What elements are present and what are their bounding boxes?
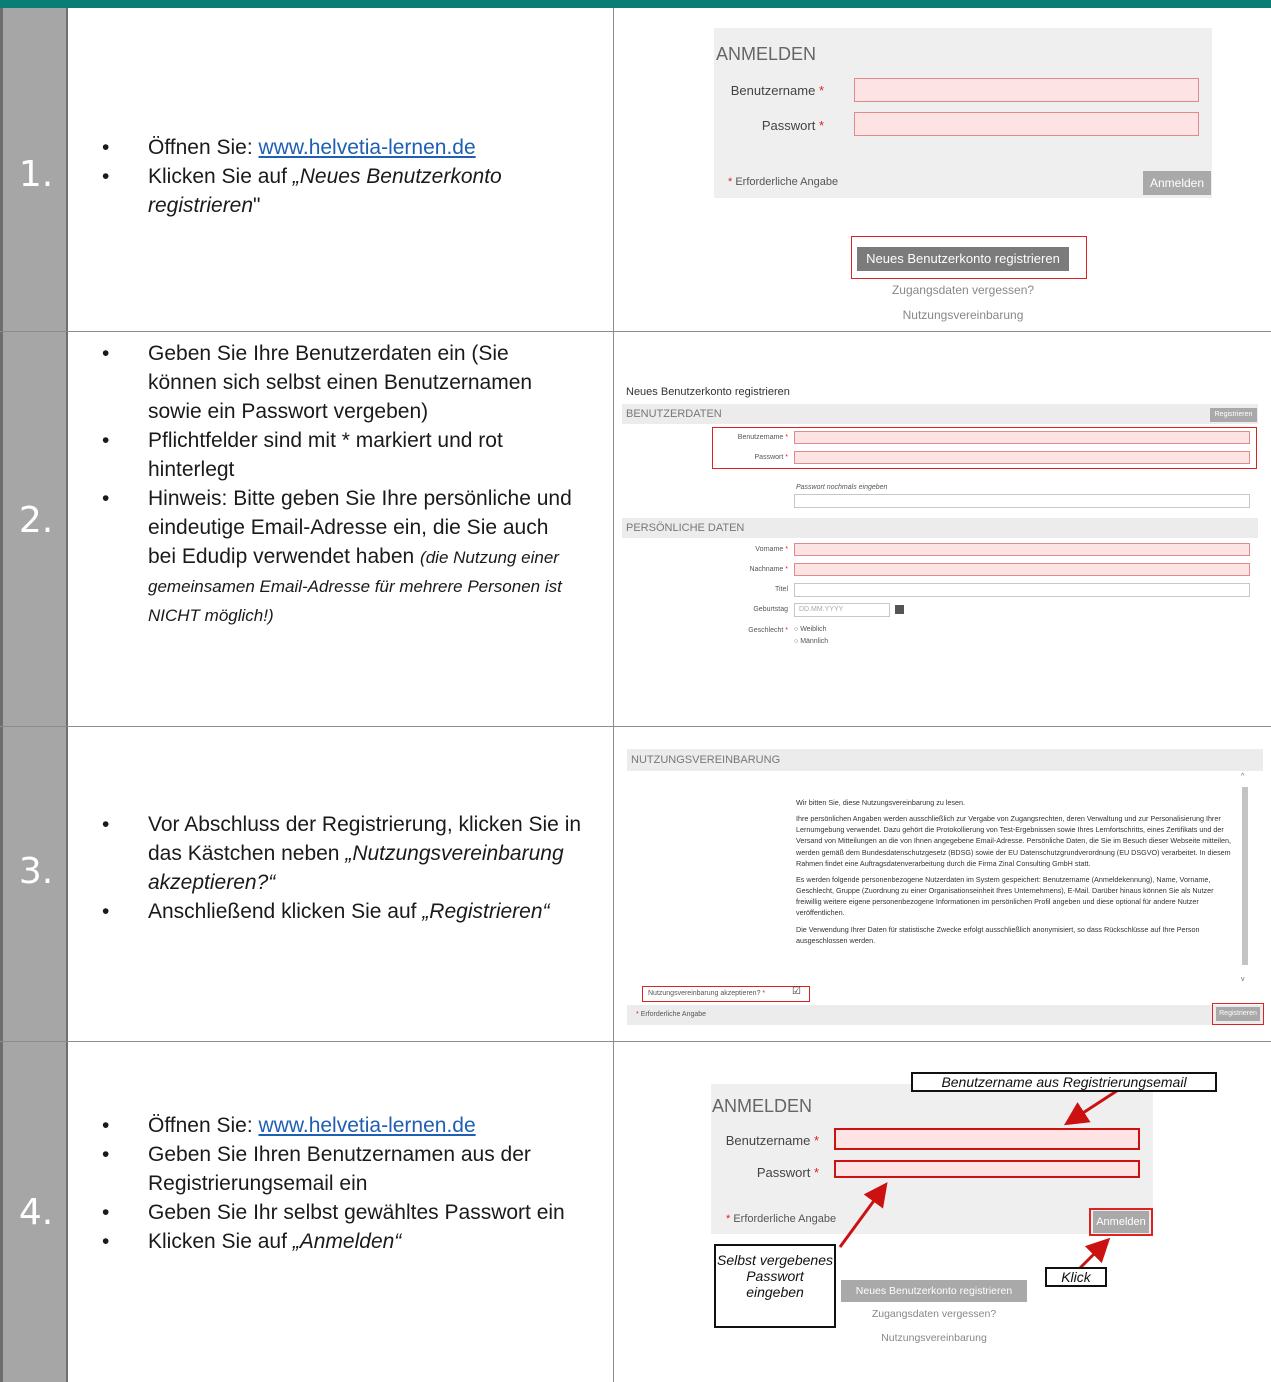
lastname-label: Nachname * [749,566,788,573]
title-label: Titel [775,586,788,593]
reg-password-label: Passwort * [754,454,788,461]
terms-link[interactable]: Nutzungsvereinbarung [881,1332,987,1344]
login-button[interactable]: Anmelden [1093,1211,1149,1233]
scrollbar[interactable] [1240,773,1250,983]
instruction-cell [68,1042,614,1382]
instruction-cell [68,8,614,331]
instruction-list [82,1112,582,1257]
password-label: Passwort * [756,1165,819,1180]
scroll-down-icon: v [1241,976,1245,983]
username-field[interactable] [854,78,1199,102]
step-row-3 [0,727,1271,1042]
step-number-cell [0,332,68,726]
callout-click: Klick [1045,1267,1107,1287]
step-number: 2. [18,500,54,541]
step-row-4 [0,1042,1271,1382]
instruction-item: • Klicken Sie auf „Anmelden“ [82,1228,582,1257]
terms-footer [627,1005,1263,1025]
annotation-arrows [614,1042,1271,1382]
screenshot-cell [614,1042,1271,1382]
instruction-list [82,340,582,630]
login-title: ANMELDEN [712,1096,813,1116]
scroll-up-icon: ^ [1241,773,1245,780]
site-link[interactable]: www.helvetia-lernen.de [258,1114,476,1137]
instruction-item: • Anschließend klicken Sie auf „Registrieren“ [82,898,582,927]
instruction-item: • Geben Sie Ihr selbst gewähltes Passwort ein [82,1199,582,1228]
site-link[interactable]: www.helvetia-lernen.de [258,136,476,159]
step-number: 4. [18,1192,54,1233]
register-button[interactable]: Neues Benutzerkonto registrieren [857,247,1069,271]
instruction-list [82,134,582,221]
instruction-item: • Pflichtfelder sind mit * markiert und rot hinterlegt [82,427,582,485]
section-user-data: BENUTZERDATEN [622,404,1258,424]
instruction-item: • Öffnen Sie: www.helvetia-lernen.de [82,1112,582,1141]
password-label: Passwort * [761,118,824,133]
callout-password: Selbst vergebenes Passwort eingeben [714,1244,836,1328]
forgot-link[interactable]: Zugangsdaten vergessen? [871,1308,997,1320]
screenshot-cell [614,8,1271,331]
callout-username: Benutzername aus Registrierungsemail [911,1072,1217,1092]
gender-option-female[interactable]: ○ Weiblich [794,626,827,633]
required-note: * Erforderliche Angabe [726,1213,837,1225]
registration-register-button[interactable]: Registrieren [1210,408,1257,422]
title-field[interactable] [794,583,1250,597]
login-button[interactable]: Anmelden [1143,171,1211,195]
scrollbar-thumb [1242,787,1248,965]
forgot-link[interactable]: Zugangsdaten vergessen? [891,283,1035,297]
username-label: Benutzername * [725,1133,819,1148]
reg-username-field[interactable] [794,431,1250,444]
instruction-item: • Geben Sie Ihren Benutzernamen aus der Registrierungsemail ein [82,1141,582,1199]
calendar-icon[interactable] [895,605,904,614]
accept-label: Nutzungsvereinbarung akzeptieren? * [648,990,766,997]
instruction-item: • Geben Sie Ihre Benutzerdaten ein (Sie können sich selbst einen Benutzernamen sowie ein Passwort vergeben) [82,340,582,427]
arrow-to-password [840,1187,884,1247]
radio-icon: ○ [794,638,799,645]
required-note: * Erforderliche Angabe [728,176,839,188]
radio-icon: ○ [794,626,799,633]
gender-option-male[interactable]: ○ Männlich [794,638,829,645]
terms-required-note: * Erforderliche Angabe [636,1011,707,1018]
firstname-label: Vorname * [755,546,788,553]
birthday-label: Geburtstag [753,606,788,613]
instruction-item: • Hinweis: Bitte geben Sie Ihre persönliche und eindeutige Email-Adresse ein, die Sie auch bei Edudip verwendet haben (die Nutzung einer gemeinsamen Email-Adresse für mehrere Personen ist NICHT möglich!) [82,485,582,630]
instruction-item: • Vor Abschluss der Registrierung, klicken Sie in das Kästchen neben „Nutzungsvereinbarung akzeptieren?“ [82,811,582,898]
screenshot-cell [614,727,1271,1041]
firstname-field[interactable] [794,543,1250,556]
step-number: 1. [18,154,54,195]
terms-text: Wir bitten Sie, diese Nutzungsvereinbarung zu lesen. Ihre persönlichen Angaben werden ausschließlich zur Vergabe von Zugangsrechten, deren Verwaltung und zur Personalisierung Ihrer Lernumgebung verwendet. Dazu gehört die Protokollierung von Test-Ergebnissen sowie Ihres Lernfortschritts, eines Zertifikats und der Versand von Mitteilungen an die von Ihnen angegebene Email-Adresse. Persönliche Daten, die Sie im Besuch dieser Webseite mitteilen, werden gemäß dem Bundesdatenschutzgesetz (BDSG) sowie der EU Datenschutzgrundverordnung (EU DSGVO) verarbeitet. In diesem Rahmen findet eine Auftragsdatenverarbeitung durch die Firma Zinal Consulting GmbH statt. Es werden folgende personenbezogene Nutzerdaten im System gespeichert: Benutzername (Anmeldekennung), Name, Vorname, Geschlecht, Gruppe (Zuordnung zu einer Organisationseinheit Ihres Unternehmens), E-Mail. Darüber hinaus können Sie als Nutzer freiwillig weitere eigene personenbezogene Informationen im persönlichen Profil angeben und diese optional für andere Nutzer veröffentlichen. Die Verwendung Ihrer Daten für statistische Zwecke erfolgt ausschließlich anonymisiert, so dass Rückschlüsse auf Ihre Person ausgeschlossen werden. [796,798,1231,945]
birthday-placeholder: DD.MM.YYYY [799,606,844,613]
password-repeat-field[interactable] [794,494,1250,508]
password-repeat-hint: Passwort nochmals eingeben [796,484,888,491]
header-bar [0,0,1271,8]
terms-register-button[interactable]: Registrieren [1216,1007,1260,1021]
gender-label: Geschlecht * [748,627,788,634]
accept-checkbox[interactable]: ☑ [792,986,801,997]
register-button[interactable]: Neues Benutzerkonto registrieren [841,1280,1027,1302]
username-label: Benutzername * [730,83,824,98]
step-number-cell [0,8,68,331]
step-number-cell [0,727,68,1041]
terms-link[interactable]: Nutzungsvereinbarung [902,308,1024,322]
registration-heading: Neues Benutzerkonto registrieren [626,386,790,398]
section-personal-data: PERSÖNLICHE DATEN [622,518,1258,538]
instruction-item: • Öffnen Sie: www.helvetia-lernen.de [82,134,582,163]
instruction-list [82,811,582,927]
password-field[interactable] [854,112,1199,136]
reg-password-field[interactable] [794,451,1250,464]
section-terms: NUTZUNGSVEREINBARUNG [627,749,1263,771]
screenshot-cell [614,332,1271,726]
step-row-1 [0,8,1271,332]
step-number: 3. [18,851,54,892]
instruction-item: • Klicken Sie auf „Neues Benutzerkonto registrieren" [82,163,582,221]
instruction-cell [68,727,614,1041]
arrow-to-login [1080,1242,1106,1268]
reg-username-label: Benutzername * [737,434,788,441]
instruction-cell [68,332,614,726]
login-title: ANMELDEN [716,44,817,64]
lastname-field[interactable] [794,563,1250,576]
step-number-cell [0,1042,68,1382]
step-row-2 [0,332,1271,727]
